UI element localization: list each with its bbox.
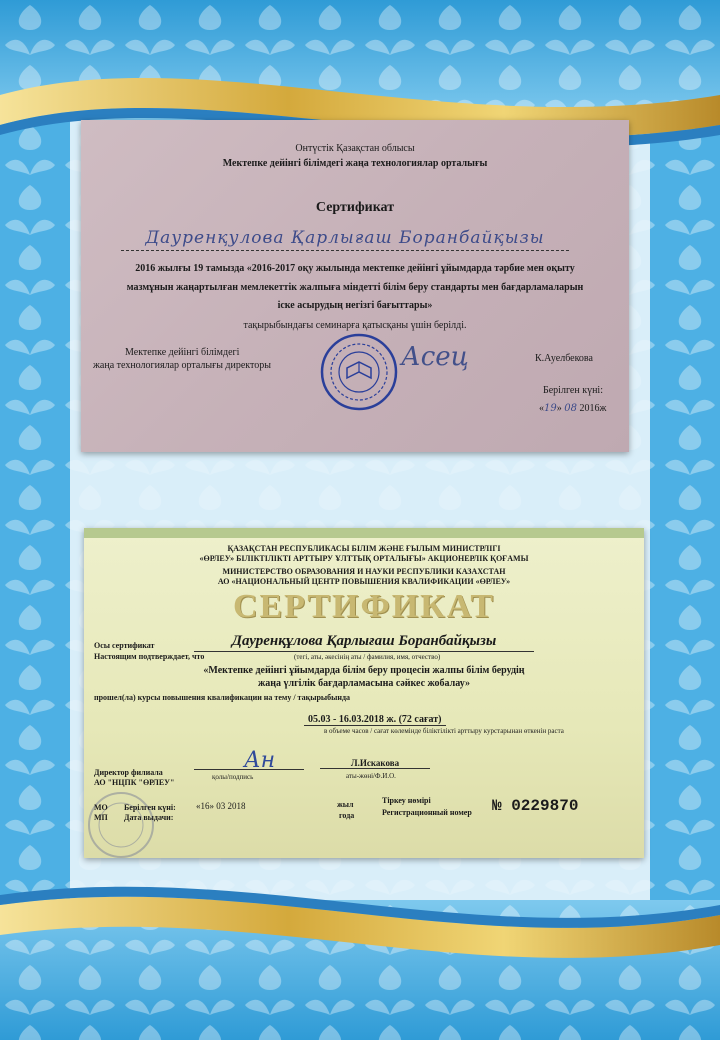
registration-label-ru: Регистрационный номер <box>382 808 472 817</box>
year-label-ru: года <box>339 811 355 820</box>
issued-label-ru: Дата выдачи: <box>124 813 174 822</box>
round-seal-icon <box>319 332 399 412</box>
body-line-2: мазмұнын жаңартылған мемлекеттік жалпыға міндетті білім беру стандарты мен бағдарламаларын <box>126 282 584 293</box>
body-line-4: тақырыбындағы семинарға қатысқаны үшін берілді. <box>243 320 467 331</box>
region-text: Онтүстік Қазақстан облысы <box>295 143 415 154</box>
header-ministry-kz: ҚАЗАҚСТАН РЕСПУБЛИКАСЫ БІЛІМ ЖӘНЕ ҒЫЛЫМ МИНИСТРЛІГІ <box>227 544 501 553</box>
director-title-1: Директор филиала <box>94 768 163 777</box>
body-line-1: 2016 жылғы 19 тамызда «2016-2017 оқу жылында мектепке дейінгі ұйымдарда тәрбие мен оқыту <box>135 263 575 274</box>
registration-number: № 0229870 <box>492 797 579 815</box>
certificate-title: СЕРТИФИКАТ <box>232 588 496 625</box>
recipient-name-handwritten: Дауренқулова Қарлығаш Боранбайқызы <box>121 228 569 251</box>
topic-line-2: жаңа үлгілік бағдарламасына сәйкес жобалау» <box>258 678 470 689</box>
topic-line-1: «Мектепке дейінгі ұйымдарда білім беру процесін жалпы білім берудің <box>203 665 525 676</box>
certificate-course <box>84 528 644 858</box>
director-title-1: Мектепке дейінгі білімдегі <box>125 347 240 358</box>
signer-name: Л.Искакова <box>320 758 430 769</box>
signer-caption: аты-жөні/Ф.И.О. <box>346 772 396 780</box>
header-center-ru: АО «НАЦИОНАЛЬНЫЙ ЦЕНТР ПОВЫШЕНИЯ КВАЛИФИКАЦИИ «ӨРЛЕУ» <box>217 577 511 586</box>
header-ministry-ru: МИНИСТЕРСТВО ОБРАЗОВАНИЯ И НАУКИ РЕСПУБЛИКИ КАЗАХСТАН <box>222 567 506 576</box>
director-signature: Ан <box>244 748 276 773</box>
organization-text: Мектепке дейінгі білімдегі жаңа технологиялар орталығы <box>222 158 488 169</box>
name-caption: (тегі, аты, әкесінің аты / фамилия, имя, отчество) <box>294 653 441 661</box>
recipient-name: Дауренқұлова Қарлығаш Боранбайқызы <box>194 633 534 652</box>
year-label-kz: жыл <box>337 800 354 809</box>
volume-caption: в объеме часов / сағат көлемінде біліктілікті арттыру курстарынан өткенін раста <box>324 727 564 735</box>
course-line: прошел(ла) курсы повышения квалификации на тему / тақырыбында <box>94 693 351 702</box>
signer-name: К.Ауелбекова <box>535 353 593 364</box>
course-dates: 05.03 - 16.03.2018 ж. (72 сағат) <box>304 714 446 726</box>
issue-date: «16» 03 2018 <box>196 801 246 811</box>
issued-label: Берілген күні: <box>543 385 603 396</box>
label-ru: Настоящим подтверждает, что <box>94 652 205 661</box>
registration-label-kz: Тіркеу нөмірі <box>382 796 431 805</box>
signature-caption: қолы/подпись <box>212 773 254 781</box>
mo-label: МО <box>94 803 108 812</box>
director-title-2: жаңа технологиялар орталығы директоры <box>93 360 271 371</box>
certificate-seminar <box>81 120 629 452</box>
certificate-title: Сертификат <box>315 200 395 215</box>
issue-date: «19» 08 2016ж <box>539 403 607 414</box>
top-strip <box>84 528 644 538</box>
label-kz: Осы сертификат <box>94 641 155 650</box>
director-signature: Асец <box>401 342 469 372</box>
round-seal-icon <box>86 790 156 858</box>
issued-label-kz: Берілген күні: <box>124 803 176 812</box>
director-title-2: АО "НЦПК "ӨРЛЕУ" <box>94 778 175 787</box>
body-line-3: іске асырудың негізгі бағыттары» <box>277 300 433 311</box>
header-center-kz: «ӨРЛЕУ» БІЛІКТІЛІКТІ АРТТЫРУ ҰЛТТЫҚ ОРТАЛЫҒЫ» АКЦИОНЕРЛІК ҚОҒАМЫ <box>199 554 529 563</box>
mp-label: МП <box>94 813 108 822</box>
